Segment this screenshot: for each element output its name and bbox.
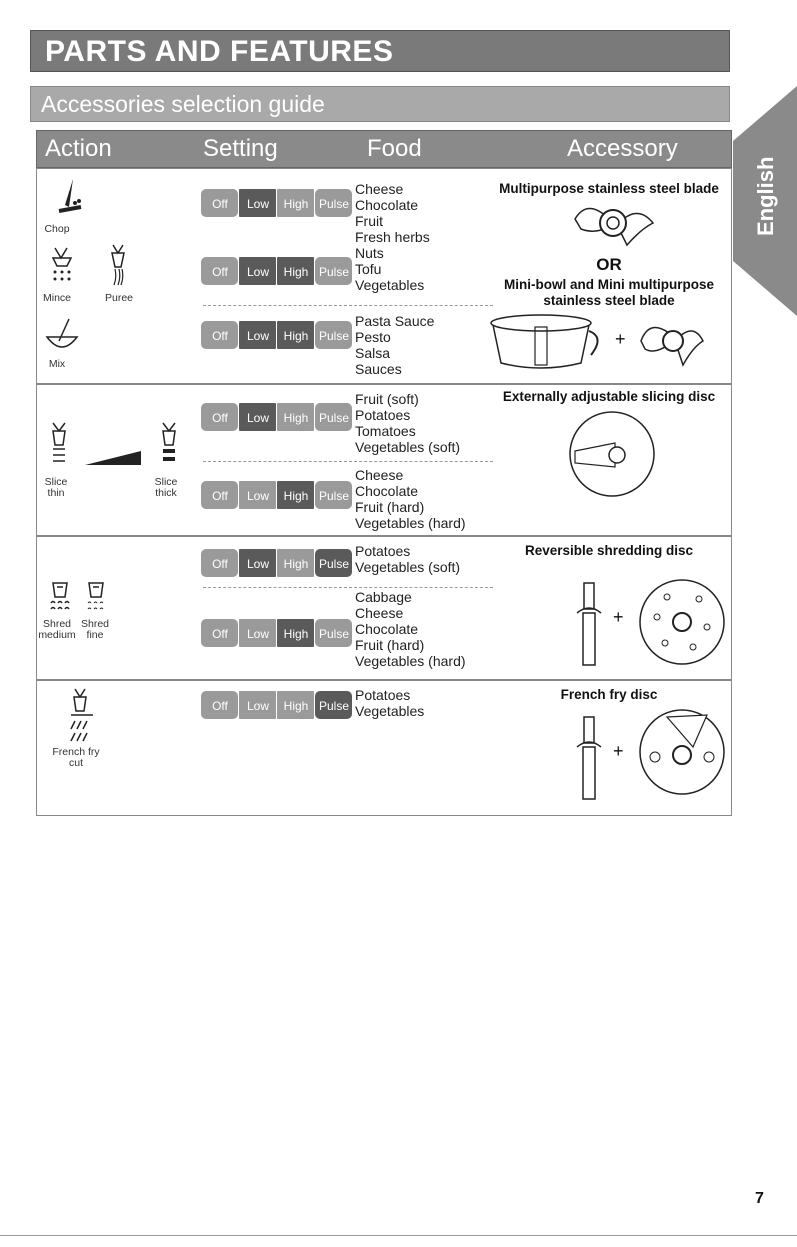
disc-stem-icon: [577, 713, 601, 803]
speed-high: [277, 189, 314, 217]
speed-high: [277, 321, 314, 349]
action-mince: Mince: [42, 292, 71, 304]
mini-blade-icon: [637, 315, 707, 371]
header-food: Food: [367, 135, 422, 162]
food-item: Cheese: [355, 467, 404, 483]
plus-sign: +: [615, 329, 626, 349]
food-list: [355, 589, 466, 669]
shredding-disc-icon: [637, 577, 727, 667]
speed-label: Pulse: [318, 197, 350, 211]
speed-off: [201, 481, 238, 509]
divider: [203, 461, 493, 462]
food-item: Fruit (hard): [355, 499, 425, 515]
food-item: Potatoes: [355, 543, 411, 559]
speed-label: Off: [212, 329, 228, 343]
thickness-wedge-icon: [85, 449, 145, 467]
header-setting: Setting: [203, 135, 278, 162]
food-item: Fruit: [355, 213, 383, 229]
speed-label: Pulse: [318, 627, 350, 641]
food-item: Chocolate: [355, 197, 419, 213]
food-item: Chocolate: [355, 483, 419, 499]
food-item: Vegetables (soft): [355, 439, 461, 455]
speed-control: [201, 257, 353, 285]
action-puree: Puree: [104, 292, 134, 304]
speed-label: Pulse: [318, 699, 350, 713]
action-french-fry: French fry cut: [52, 746, 100, 769]
speed-label: Low: [246, 411, 270, 425]
food-item: Vegetables (soft): [355, 559, 461, 575]
divider: [203, 305, 493, 306]
blade-icon: [567, 199, 657, 249]
speed-high: [277, 257, 314, 285]
speed-low: [239, 481, 276, 509]
speed-label: Pulse: [318, 329, 350, 343]
speed-label: High: [283, 557, 309, 571]
accessory-title: Externally adjustable slicing disc: [502, 389, 716, 404]
puree-icon: [105, 241, 131, 289]
food-list: [355, 543, 460, 575]
speed-pulse: [315, 549, 352, 577]
food-item: Vegetables: [355, 703, 425, 719]
food-item: Pesto: [355, 329, 391, 345]
page-banner: [30, 30, 730, 72]
speed-low: [239, 257, 276, 285]
section-slice: [36, 384, 732, 536]
food-item: Salsa: [355, 345, 391, 361]
speed-high: [277, 549, 314, 577]
mince-icon: [47, 244, 77, 286]
action-slice-thick: Slice thick: [154, 476, 178, 499]
food-item: Potatoes: [355, 407, 411, 423]
action-shred-medium: Shred medium: [38, 618, 76, 641]
speed-low: [239, 691, 276, 719]
speed-label: Off: [212, 411, 228, 425]
speed-low: [239, 189, 276, 217]
section-french-fry: [36, 680, 732, 816]
speed-label: Off: [212, 557, 228, 571]
speed-control: [201, 403, 353, 431]
accessory-title: Mini-bowl and Mini multipurpose stainless steel blade: [504, 277, 714, 308]
speed-pulse: [315, 481, 352, 509]
food-item: Tofu: [355, 261, 382, 277]
speed-label: Pulse: [318, 265, 350, 279]
speed-control: [201, 619, 353, 647]
section-shred: [36, 536, 732, 680]
speed-control: [201, 321, 353, 349]
food-list: [355, 467, 466, 531]
food-item: Pasta Sauce: [355, 313, 435, 329]
mini-bowl-icon: [487, 313, 607, 377]
speed-pulse: [315, 619, 352, 647]
page-subtitle: Accessories selection guide: [41, 91, 325, 117]
disc-stem-icon: [577, 579, 601, 669]
speed-label: High: [283, 699, 309, 713]
slice-thin-icon: [47, 419, 71, 469]
section-chop-mix: [36, 168, 732, 384]
food-item: Vegetables: [355, 277, 425, 293]
speed-off: [201, 691, 238, 719]
french-fry-icon: [63, 685, 97, 747]
speed-control: [201, 189, 353, 217]
divider: [203, 587, 493, 588]
speed-label: Pulse: [318, 557, 350, 571]
speed-off: [201, 403, 238, 431]
speed-label: Off: [212, 265, 228, 279]
shred-fine-icon: [83, 579, 109, 619]
food-item: Vegetables (hard): [355, 515, 466, 531]
speed-pulse: [315, 257, 352, 285]
footer-rule: [0, 1235, 797, 1236]
accessory-title: French fry disc: [560, 687, 658, 702]
action-mix: Mix: [48, 358, 66, 370]
shred-medium-icon: [47, 579, 73, 619]
chop-icon: [47, 177, 87, 217]
speed-label: Low: [246, 197, 270, 211]
speed-label: High: [283, 329, 309, 343]
food-item: Nuts: [355, 245, 384, 261]
slicing-disc-icon: [567, 409, 657, 499]
speed-high: [277, 403, 314, 431]
speed-pulse: [315, 321, 352, 349]
speed-low: [239, 403, 276, 431]
food-item: Fresh herbs: [355, 229, 430, 245]
slice-thick-icon: [157, 419, 181, 469]
speed-label: High: [283, 197, 309, 211]
food-item: Cheese: [355, 181, 404, 197]
speed-label: Low: [246, 265, 270, 279]
mix-icon: [45, 317, 79, 355]
header-accessory: Accessory: [567, 135, 678, 162]
food-item: Chocolate: [355, 621, 419, 637]
speed-label: Off: [212, 627, 228, 641]
speed-off: [201, 189, 238, 217]
speed-off: [201, 549, 238, 577]
accessory-title: Multipurpose stainless steel blade: [499, 181, 719, 196]
french-fry-disc-icon: [637, 707, 727, 797]
food-list: [355, 313, 434, 377]
or-label: OR: [596, 255, 622, 274]
speed-low: [239, 619, 276, 647]
speed-off: [201, 257, 238, 285]
food-item: Fruit (hard): [355, 637, 425, 653]
speed-pulse: [315, 691, 352, 719]
subtitle-banner: [30, 86, 730, 122]
plus-sign: +: [613, 607, 624, 627]
food-item: Potatoes: [355, 687, 411, 703]
speed-label: Off: [212, 699, 228, 713]
speed-pulse: [315, 189, 352, 217]
action-slice-thin: Slice thin: [44, 476, 68, 499]
food-list: [355, 181, 430, 293]
language-tab: [733, 86, 797, 316]
plus-sign: +: [613, 741, 624, 761]
speed-label: High: [283, 489, 309, 503]
speed-control: [201, 481, 353, 509]
speed-label: Low: [246, 627, 270, 641]
speed-high: [277, 691, 314, 719]
food-item: Cabbage: [355, 589, 412, 605]
speed-off: [201, 321, 238, 349]
action-shred-fine: Shred fine: [80, 618, 110, 641]
speed-label: Low: [246, 489, 270, 503]
speed-label: Low: [246, 699, 270, 713]
food-item: Vegetables (hard): [355, 653, 466, 669]
food-list: [355, 687, 424, 719]
speed-label: High: [283, 265, 309, 279]
food-list: [355, 391, 460, 455]
speed-low: [239, 549, 276, 577]
food-item: Cheese: [355, 605, 404, 621]
page-number: 7: [755, 1190, 764, 1207]
accessory-title: Reversible shredding disc: [524, 543, 694, 558]
speed-label: Off: [212, 197, 228, 211]
speed-high: [277, 619, 314, 647]
speed-low: [239, 321, 276, 349]
speed-label: High: [283, 411, 309, 425]
language-tab-label: English: [753, 156, 778, 236]
speed-label: High: [283, 627, 309, 641]
speed-pulse: [315, 403, 352, 431]
speed-label: Low: [246, 329, 270, 343]
speed-label: Pulse: [318, 489, 350, 503]
table-header: [36, 130, 732, 168]
speed-off: [201, 619, 238, 647]
page-title: PARTS AND FEATURES: [45, 35, 394, 68]
food-item: Tomatoes: [355, 423, 416, 439]
speed-label: Low: [246, 557, 270, 571]
food-item: Fruit (soft): [355, 391, 419, 407]
action-chop: Chop: [44, 223, 70, 235]
speed-label: Off: [212, 489, 228, 503]
speed-control: [201, 691, 353, 719]
header-action: Action: [45, 135, 112, 162]
speed-control: [201, 549, 353, 577]
speed-high: [277, 481, 314, 509]
food-item: Sauces: [355, 361, 402, 377]
speed-label: Pulse: [318, 411, 350, 425]
